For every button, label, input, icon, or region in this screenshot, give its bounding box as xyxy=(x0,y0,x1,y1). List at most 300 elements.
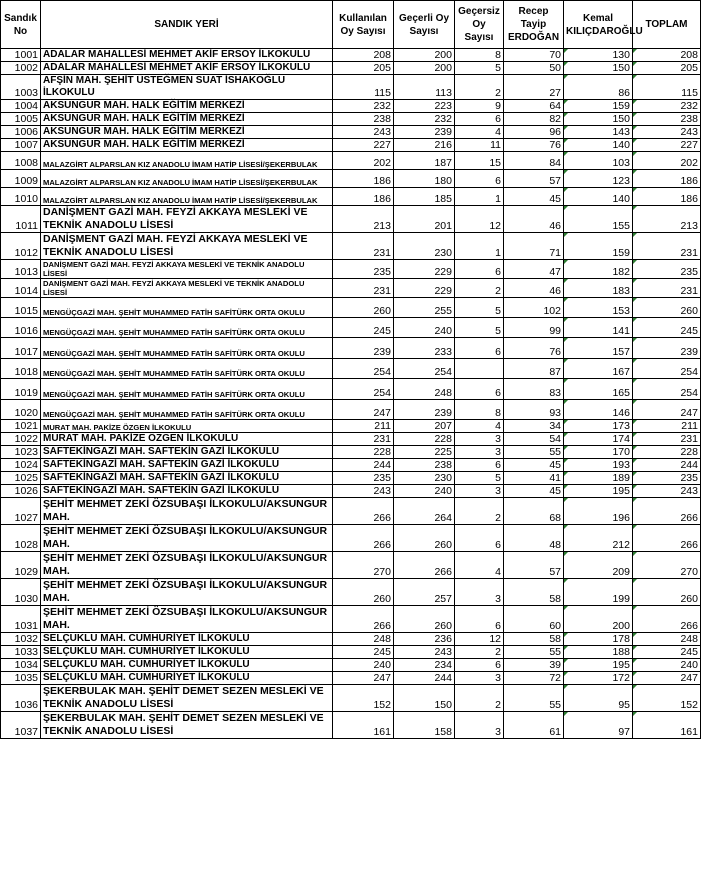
table-row xyxy=(1,659,701,672)
invalid-votes-cell: 3 xyxy=(455,672,504,685)
valid-votes-cell: 244 xyxy=(394,672,455,685)
cell-error-indicator-icon xyxy=(633,100,637,104)
table-row xyxy=(1,233,701,260)
ballot-box-no-cell: 1018 xyxy=(1,359,41,379)
cell-error-indicator-icon xyxy=(633,498,637,502)
erdogan-votes-cell: 84 xyxy=(504,152,564,170)
erdogan-votes-cell: 58 xyxy=(504,579,564,606)
kilicdaroglu-votes-cell: 159 xyxy=(564,233,633,260)
erdogan-votes-cell: 57 xyxy=(504,552,564,579)
cell-error-indicator-icon xyxy=(564,525,568,529)
total-votes-cell: 231 xyxy=(633,433,701,446)
cell-error-indicator-icon xyxy=(564,260,568,264)
ballot-box-no-cell: 1010 xyxy=(1,188,41,206)
total-votes-cell: 244 xyxy=(633,459,701,472)
erdogan-votes-cell: 82 xyxy=(504,113,564,126)
table-row xyxy=(1,485,701,498)
table-row xyxy=(1,359,701,379)
votes-used-cell: 266 xyxy=(333,525,394,552)
kilicdaroglu-votes-cell: 140 xyxy=(564,139,633,152)
ballot-box-location-cell: ADALAR MAHALLESİ MEHMET AKİF ERSOY İLKOKULU xyxy=(41,62,333,75)
ballot-box-location-cell: ŞEHİT MEHMET ZEKİ ÖZSUBAŞI İLKOKULU/AKSUNGUR MAH. xyxy=(41,579,333,606)
invalid-votes-cell: 12 xyxy=(455,206,504,233)
votes-used-cell: 213 xyxy=(333,206,394,233)
total-votes-cell: 202 xyxy=(633,152,701,170)
ballot-box-no-cell: 1008 xyxy=(1,152,41,170)
cell-error-indicator-icon xyxy=(633,206,637,210)
erdogan-votes-cell: 45 xyxy=(504,459,564,472)
total-votes-cell: 266 xyxy=(633,498,701,525)
valid-votes-cell: 238 xyxy=(394,459,455,472)
ballot-box-no-cell: 1024 xyxy=(1,459,41,472)
invalid-votes-cell: 6 xyxy=(455,260,504,279)
table-row xyxy=(1,672,701,685)
cell-error-indicator-icon xyxy=(564,606,568,610)
votes-used-cell: 202 xyxy=(333,152,394,170)
invalid-votes-cell: 2 xyxy=(455,498,504,525)
invalid-votes-cell: 11 xyxy=(455,139,504,152)
ballot-box-no-cell: 1030 xyxy=(1,579,41,606)
ballot-box-no-cell: 1012 xyxy=(1,233,41,260)
kilicdaroglu-votes-cell: 146 xyxy=(564,400,633,420)
kilicdaroglu-votes-cell: 189 xyxy=(564,472,633,485)
votes-used-cell: 266 xyxy=(333,606,394,633)
erdogan-votes-cell: 64 xyxy=(504,100,564,113)
header-votes-used: Kullanılan Oy Sayısı xyxy=(333,1,394,49)
valid-votes-cell: 185 xyxy=(394,188,455,206)
table-row xyxy=(1,552,701,579)
votes-used-cell: 254 xyxy=(333,379,394,400)
kilicdaroglu-votes-cell: 86 xyxy=(564,75,633,100)
erdogan-votes-cell: 41 xyxy=(504,472,564,485)
table-row xyxy=(1,298,701,318)
total-votes-cell: 227 xyxy=(633,139,701,152)
kilicdaroglu-votes-cell: 150 xyxy=(564,62,633,75)
table-row xyxy=(1,633,701,646)
votes-used-cell: 248 xyxy=(333,633,394,646)
cell-error-indicator-icon xyxy=(564,49,568,53)
invalid-votes-cell: 5 xyxy=(455,298,504,318)
votes-used-cell: 243 xyxy=(333,126,394,139)
cell-error-indicator-icon xyxy=(564,279,568,283)
table-row xyxy=(1,433,701,446)
valid-votes-cell: 232 xyxy=(394,113,455,126)
ballot-box-no-cell: 1025 xyxy=(1,472,41,485)
votes-used-cell: 115 xyxy=(333,75,394,100)
table-row xyxy=(1,379,701,400)
total-votes-cell: 115 xyxy=(633,75,701,100)
kilicdaroglu-votes-cell: 159 xyxy=(564,100,633,113)
cell-error-indicator-icon xyxy=(564,75,568,79)
cell-error-indicator-icon xyxy=(633,446,637,450)
table-row xyxy=(1,400,701,420)
ballot-box-no-cell: 1007 xyxy=(1,139,41,152)
invalid-votes-cell: 8 xyxy=(455,49,504,62)
valid-votes-cell: 260 xyxy=(394,606,455,633)
table-row xyxy=(1,170,701,188)
cell-error-indicator-icon xyxy=(633,75,637,79)
votes-used-cell: 205 xyxy=(333,62,394,75)
kilicdaroglu-votes-cell: 95 xyxy=(564,685,633,712)
votes-used-cell: 235 xyxy=(333,260,394,279)
cell-error-indicator-icon xyxy=(564,659,568,663)
valid-votes-cell: 254 xyxy=(394,359,455,379)
valid-votes-cell: 236 xyxy=(394,633,455,646)
cell-error-indicator-icon xyxy=(633,113,637,117)
invalid-votes-cell: 9 xyxy=(455,100,504,113)
invalid-votes-cell: 4 xyxy=(455,420,504,433)
votes-used-cell: 270 xyxy=(333,552,394,579)
ballot-box-location-cell: AKSUNGUR MAH. HALK EĞİTİM MERKEZİ xyxy=(41,113,333,126)
table-row xyxy=(1,279,701,298)
kilicdaroglu-votes-cell: 150 xyxy=(564,113,633,126)
cell-error-indicator-icon xyxy=(633,318,637,322)
erdogan-votes-cell: 55 xyxy=(504,685,564,712)
cell-error-indicator-icon xyxy=(564,233,568,237)
votes-used-cell: 266 xyxy=(333,498,394,525)
cell-error-indicator-icon xyxy=(564,113,568,117)
invalid-votes-cell: 3 xyxy=(455,433,504,446)
kilicdaroglu-votes-cell: 172 xyxy=(564,672,633,685)
erdogan-votes-cell: 76 xyxy=(504,139,564,152)
kilicdaroglu-votes-cell: 188 xyxy=(564,646,633,659)
table-row xyxy=(1,685,701,712)
kilicdaroglu-votes-cell: 178 xyxy=(564,633,633,646)
total-votes-cell: 231 xyxy=(633,233,701,260)
invalid-votes-cell: 6 xyxy=(455,659,504,672)
valid-votes-cell: 150 xyxy=(394,685,455,712)
ballot-box-location-cell: SAFTEKİNGAZİ MAH. SAFTEKİN GAZİ İLKOKULU xyxy=(41,485,333,498)
header-ballot-box-location: SANDIK YERİ xyxy=(41,1,333,49)
ballot-box-location-cell: SELÇUKLU MAH. CUMHURİYET İLKOKULU xyxy=(41,672,333,685)
cell-error-indicator-icon xyxy=(633,712,637,716)
table-row xyxy=(1,579,701,606)
ballot-box-location-cell: MENGÜÇGAZİ MAH. ŞEHİT MUHAMMED FATİH SAFİTÜRK ORTA OKULU xyxy=(41,400,333,420)
votes-used-cell: 186 xyxy=(333,188,394,206)
erdogan-votes-cell: 55 xyxy=(504,446,564,459)
invalid-votes-cell: 1 xyxy=(455,233,504,260)
table-row xyxy=(1,606,701,633)
erdogan-votes-cell: 46 xyxy=(504,279,564,298)
total-votes-cell: 248 xyxy=(633,633,701,646)
cell-error-indicator-icon xyxy=(564,318,568,322)
invalid-votes-cell: 6 xyxy=(455,379,504,400)
table-row xyxy=(1,318,701,338)
votes-used-cell: 245 xyxy=(333,318,394,338)
votes-used-cell: 211 xyxy=(333,420,394,433)
cell-error-indicator-icon xyxy=(633,672,637,676)
table-row xyxy=(1,113,701,126)
ballot-box-no-cell: 1032 xyxy=(1,633,41,646)
erdogan-votes-cell: 39 xyxy=(504,659,564,672)
cell-error-indicator-icon xyxy=(564,633,568,637)
erdogan-votes-cell: 58 xyxy=(504,633,564,646)
invalid-votes-cell: 12 xyxy=(455,633,504,646)
valid-votes-cell: 239 xyxy=(394,400,455,420)
table-row xyxy=(1,62,701,75)
invalid-votes-cell: 3 xyxy=(455,579,504,606)
votes-used-cell: 161 xyxy=(333,712,394,739)
ballot-box-location-cell: SAFTEKİNGAZİ MAH. SAFTEKİN GAZİ İLKOKULU xyxy=(41,472,333,485)
invalid-votes-cell: 3 xyxy=(455,712,504,739)
table-row xyxy=(1,260,701,279)
cell-error-indicator-icon xyxy=(633,233,637,237)
table-row xyxy=(1,459,701,472)
valid-votes-cell: 233 xyxy=(394,338,455,359)
votes-used-cell: 247 xyxy=(333,672,394,685)
erdogan-votes-cell: 96 xyxy=(504,126,564,139)
erdogan-votes-cell: 70 xyxy=(504,49,564,62)
valid-votes-cell: 229 xyxy=(394,279,455,298)
ballot-box-no-cell: 1009 xyxy=(1,170,41,188)
votes-used-cell: 228 xyxy=(333,446,394,459)
cell-error-indicator-icon xyxy=(564,672,568,676)
total-votes-cell: 232 xyxy=(633,100,701,113)
votes-used-cell: 254 xyxy=(333,359,394,379)
invalid-votes-cell: 2 xyxy=(455,646,504,659)
invalid-votes-cell xyxy=(455,359,504,379)
erdogan-votes-cell: 93 xyxy=(504,400,564,420)
total-votes-cell: 245 xyxy=(633,318,701,338)
cell-error-indicator-icon xyxy=(564,62,568,66)
total-votes-cell: 243 xyxy=(633,485,701,498)
total-votes-cell: 235 xyxy=(633,260,701,279)
valid-votes-cell: 240 xyxy=(394,485,455,498)
invalid-votes-cell: 2 xyxy=(455,685,504,712)
cell-error-indicator-icon xyxy=(564,100,568,104)
ballot-box-no-cell: 1017 xyxy=(1,338,41,359)
votes-used-cell: 245 xyxy=(333,646,394,659)
cell-error-indicator-icon xyxy=(564,446,568,450)
total-votes-cell: 260 xyxy=(633,298,701,318)
ballot-box-no-cell: 1020 xyxy=(1,400,41,420)
ballot-box-location-cell: AKSUNGUR MAH. HALK EĞİTİM MERKEZİ xyxy=(41,126,333,139)
votes-used-cell: 231 xyxy=(333,433,394,446)
ballot-box-location-cell: SELÇUKLU MAH. CUMHURİYET İLKOKULU xyxy=(41,646,333,659)
valid-votes-cell: 200 xyxy=(394,49,455,62)
ballot-box-no-cell: 1014 xyxy=(1,279,41,298)
total-votes-cell: 213 xyxy=(633,206,701,233)
header-row xyxy=(1,1,701,49)
cell-error-indicator-icon xyxy=(633,472,637,476)
cell-error-indicator-icon xyxy=(633,49,637,53)
valid-votes-cell: 248 xyxy=(394,379,455,400)
valid-votes-cell: 234 xyxy=(394,659,455,672)
ballot-box-no-cell: 1011 xyxy=(1,206,41,233)
cell-error-indicator-icon xyxy=(633,260,637,264)
invalid-votes-cell: 15 xyxy=(455,152,504,170)
header-total: TOPLAM xyxy=(633,1,701,49)
ballot-box-location-cell: SELÇUKLU MAH. CUMHURİYET İLKOKULU xyxy=(41,659,333,672)
ballot-box-location-cell: MENGÜÇGAZİ MAH. ŞEHİT MUHAMMED FATİH SAFİTÜRK ORTA OKULU xyxy=(41,379,333,400)
cell-error-indicator-icon xyxy=(564,379,568,383)
table-row xyxy=(1,498,701,525)
valid-votes-cell: 239 xyxy=(394,126,455,139)
ballot-box-location-cell: DANİŞMENT GAZİ MAH. FEYZİ AKKAYA MESLEKİ VE TEKNİK ANADOLU LİSESİ xyxy=(41,233,333,260)
total-votes-cell: 152 xyxy=(633,685,701,712)
invalid-votes-cell: 5 xyxy=(455,318,504,338)
total-votes-cell: 270 xyxy=(633,552,701,579)
total-votes-cell: 238 xyxy=(633,113,701,126)
ballot-box-no-cell: 1037 xyxy=(1,712,41,739)
kilicdaroglu-votes-cell: 193 xyxy=(564,459,633,472)
invalid-votes-cell: 3 xyxy=(455,485,504,498)
kilicdaroglu-votes-cell: 140 xyxy=(564,188,633,206)
votes-used-cell: 238 xyxy=(333,113,394,126)
ballot-box-no-cell: 1034 xyxy=(1,659,41,672)
table-row xyxy=(1,525,701,552)
erdogan-votes-cell: 34 xyxy=(504,420,564,433)
invalid-votes-cell: 5 xyxy=(455,472,504,485)
cell-error-indicator-icon xyxy=(633,685,637,689)
cell-error-indicator-icon xyxy=(633,579,637,583)
total-votes-cell: 211 xyxy=(633,420,701,433)
erdogan-votes-cell: 61 xyxy=(504,712,564,739)
cell-error-indicator-icon xyxy=(564,188,568,192)
kilicdaroglu-votes-cell: 123 xyxy=(564,170,633,188)
ballot-box-location-cell: AFŞİN MAH. ŞEHİT ÜSTEĞMEN SUAT İSHAKOĞLU İLKOKULU xyxy=(41,75,333,100)
kilicdaroglu-votes-cell: 195 xyxy=(564,485,633,498)
cell-error-indicator-icon xyxy=(633,298,637,302)
ballot-box-no-cell: 1035 xyxy=(1,672,41,685)
ballot-box-no-cell: 1004 xyxy=(1,100,41,113)
kilicdaroglu-votes-cell: 157 xyxy=(564,338,633,359)
votes-used-cell: 227 xyxy=(333,139,394,152)
valid-votes-cell: 257 xyxy=(394,579,455,606)
total-votes-cell: 247 xyxy=(633,400,701,420)
table-row xyxy=(1,152,701,170)
ballot-box-location-cell: MENGÜÇGAZİ MAH. ŞEHİT MUHAMMED FATİH SAFİTÜRK ORTA OKULU xyxy=(41,338,333,359)
cell-error-indicator-icon xyxy=(633,420,637,424)
votes-used-cell: 243 xyxy=(333,485,394,498)
valid-votes-cell: 264 xyxy=(394,498,455,525)
valid-votes-cell: 260 xyxy=(394,525,455,552)
invalid-votes-cell: 2 xyxy=(455,75,504,100)
ballot-box-location-cell: ŞEKERBULAK MAH. ŞEHİT DEMET SEZEN MESLEKİ VE TEKNİK ANADOLU LİSESİ xyxy=(41,685,333,712)
invalid-votes-cell: 8 xyxy=(455,400,504,420)
invalid-votes-cell: 6 xyxy=(455,338,504,359)
kilicdaroglu-votes-cell: 196 xyxy=(564,498,633,525)
erdogan-votes-cell: 55 xyxy=(504,646,564,659)
valid-votes-cell: 230 xyxy=(394,472,455,485)
erdogan-votes-cell: 71 xyxy=(504,233,564,260)
valid-votes-cell: 229 xyxy=(394,260,455,279)
cell-error-indicator-icon xyxy=(564,685,568,689)
header-ballot-box-no: Sandık No xyxy=(1,1,41,49)
votes-used-cell: 260 xyxy=(333,579,394,606)
ballot-box-location-cell: MALAZGİRT ALPARSLAN KIZ ANADOLU İMAM HATİP LİSESİ/ŞEKERBULAK xyxy=(41,188,333,206)
ballot-box-no-cell: 1022 xyxy=(1,433,41,446)
total-votes-cell: 260 xyxy=(633,579,701,606)
cell-error-indicator-icon xyxy=(564,579,568,583)
valid-votes-cell: 266 xyxy=(394,552,455,579)
total-votes-cell: 235 xyxy=(633,472,701,485)
valid-votes-cell: 200 xyxy=(394,62,455,75)
ballot-box-no-cell: 1027 xyxy=(1,498,41,525)
ballot-box-location-cell: SAFTEKİNGAZİ MAH. SAFTEKİN GAZİ İLKOKULU xyxy=(41,459,333,472)
cell-error-indicator-icon xyxy=(564,498,568,502)
total-votes-cell: 247 xyxy=(633,672,701,685)
cell-error-indicator-icon xyxy=(633,279,637,283)
ballot-box-location-cell: MURAT MAH. PAKİZE ÖZGEN İLKOKULU xyxy=(41,433,333,446)
erdogan-votes-cell: 87 xyxy=(504,359,564,379)
ballot-box-no-cell: 1033 xyxy=(1,646,41,659)
kilicdaroglu-votes-cell: 182 xyxy=(564,260,633,279)
table-row xyxy=(1,446,701,459)
cell-error-indicator-icon xyxy=(633,485,637,489)
kilicdaroglu-votes-cell: 183 xyxy=(564,279,633,298)
kilicdaroglu-votes-cell: 212 xyxy=(564,525,633,552)
invalid-votes-cell: 4 xyxy=(455,126,504,139)
table-row xyxy=(1,126,701,139)
ballot-box-no-cell: 1005 xyxy=(1,113,41,126)
cell-error-indicator-icon xyxy=(564,712,568,716)
cell-error-indicator-icon xyxy=(633,359,637,363)
ballot-box-no-cell: 1021 xyxy=(1,420,41,433)
cell-error-indicator-icon xyxy=(633,62,637,66)
valid-votes-cell: 113 xyxy=(394,75,455,100)
ballot-box-no-cell: 1002 xyxy=(1,62,41,75)
kilicdaroglu-votes-cell: 209 xyxy=(564,552,633,579)
erdogan-votes-cell: 68 xyxy=(504,498,564,525)
kilicdaroglu-votes-cell: 165 xyxy=(564,379,633,400)
erdogan-votes-cell: 72 xyxy=(504,672,564,685)
kilicdaroglu-votes-cell: 167 xyxy=(564,359,633,379)
cell-error-indicator-icon xyxy=(633,633,637,637)
erdogan-votes-cell: 48 xyxy=(504,525,564,552)
votes-used-cell: 239 xyxy=(333,338,394,359)
ballot-box-no-cell: 1031 xyxy=(1,606,41,633)
total-votes-cell: 161 xyxy=(633,712,701,739)
ballot-box-no-cell: 1013 xyxy=(1,260,41,279)
votes-used-cell: 186 xyxy=(333,170,394,188)
cell-error-indicator-icon xyxy=(564,400,568,404)
erdogan-votes-cell: 45 xyxy=(504,188,564,206)
valid-votes-cell: 187 xyxy=(394,152,455,170)
ballot-box-location-cell: SELÇUKLU MAH. CUMHURİYET İLKOKULU xyxy=(41,633,333,646)
invalid-votes-cell: 1 xyxy=(455,188,504,206)
ballot-box-location-cell: ŞEHİT MEHMET ZEKİ ÖZSUBAŞI İLKOKULU/AKSUNGUR MAH. xyxy=(41,552,333,579)
votes-used-cell: 240 xyxy=(333,659,394,672)
erdogan-votes-cell: 54 xyxy=(504,433,564,446)
ballot-box-location-cell: SAFTEKİNGAZİ MAH. SAFTEKİN GAZİ İLKOKULU xyxy=(41,446,333,459)
total-votes-cell: 243 xyxy=(633,126,701,139)
total-votes-cell: 254 xyxy=(633,379,701,400)
ballot-box-location-cell: ŞEHİT MEHMET ZEKİ ÖZSUBAŞI İLKOKULU/AKSUNGUR MAH. xyxy=(41,606,333,633)
erdogan-votes-cell: 83 xyxy=(504,379,564,400)
cell-error-indicator-icon xyxy=(633,525,637,529)
total-votes-cell: 205 xyxy=(633,62,701,75)
cell-error-indicator-icon xyxy=(633,433,637,437)
cell-error-indicator-icon xyxy=(633,400,637,404)
valid-votes-cell: 240 xyxy=(394,318,455,338)
cell-error-indicator-icon xyxy=(564,420,568,424)
kilicdaroglu-votes-cell: 143 xyxy=(564,126,633,139)
valid-votes-cell: 158 xyxy=(394,712,455,739)
votes-used-cell: 235 xyxy=(333,472,394,485)
erdogan-votes-cell: 50 xyxy=(504,62,564,75)
erdogan-votes-cell: 27 xyxy=(504,75,564,100)
table-row xyxy=(1,712,701,739)
header-valid-votes: Geçerli Oy Sayısı xyxy=(394,1,455,49)
votes-used-cell: 208 xyxy=(333,49,394,62)
valid-votes-cell: 228 xyxy=(394,433,455,446)
valid-votes-cell: 180 xyxy=(394,170,455,188)
cell-error-indicator-icon xyxy=(564,139,568,143)
ballot-box-location-cell: MENGÜÇGAZİ MAH. ŞEHİT MUHAMMED FATİH SAFİTÜRK ORTA OKULU xyxy=(41,298,333,318)
erdogan-votes-cell: 99 xyxy=(504,318,564,338)
erdogan-votes-cell: 46 xyxy=(504,206,564,233)
